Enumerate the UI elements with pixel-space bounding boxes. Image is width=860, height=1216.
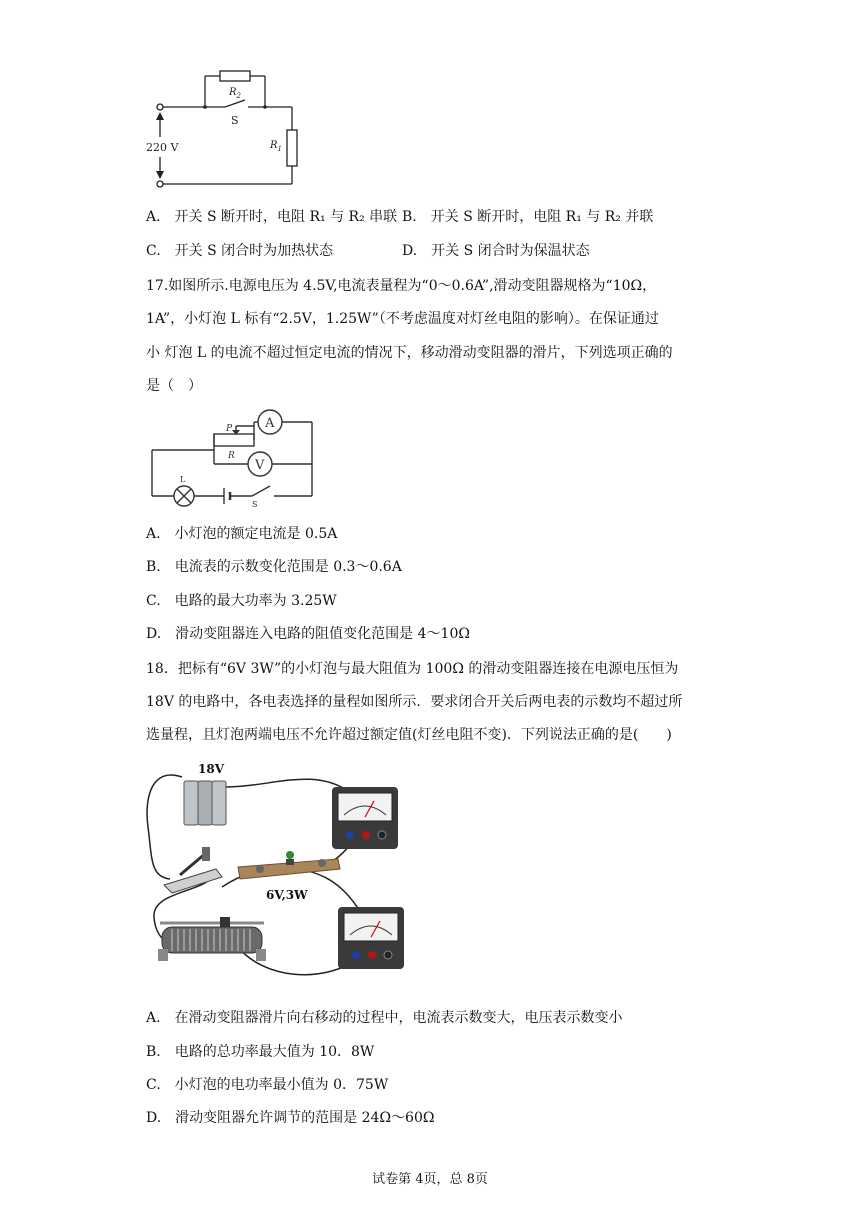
q17-option-c: C. 电路的最大功率为 3.25W <box>146 593 337 609</box>
svg-text:R2 <box>228 87 242 100</box>
r1-subscript: 1 <box>277 145 282 153</box>
circuit-diagram-q16 <box>140 62 320 192</box>
switch-label: S <box>231 114 239 127</box>
q16-option-c: C. 开关 S 闭合时为加热状态 <box>146 243 334 259</box>
q17-option-d: D. 滑动变阻器连入电路的阻值变化范围是 4～10Ω <box>146 626 470 642</box>
q16-options-row-2 <box>146 241 590 261</box>
voltmeter-label: V <box>255 458 265 473</box>
q16-option-b: B. 开关 S 断开时，电阻 R₁ 与 R₂ 并联 <box>402 209 654 225</box>
q16-option-a: A. 开关 S 断开时，电阻 R₁ 与 R₂ 串联 <box>146 209 398 225</box>
ammeter-label: A <box>265 416 275 431</box>
lamp-label-q18: 6V,3W <box>266 888 308 902</box>
q17-option-b: B. 电流表的示数变化范围是 0.3～0.6A <box>146 559 402 575</box>
q16-option-d: D. 开关 S 闭合时为保温状态 <box>402 243 590 259</box>
r2-label: R <box>229 87 237 98</box>
q17-stem-line-1: 17.如图所示.电源电压为 4.5V,电流表量程为“0～0.6A”,滑动变阻器规格为“10Ω， <box>146 278 657 294</box>
q18-stem-line-3: 选量程，且灯泡两端电压不允许超过额定值(灯丝电阻不变)．下列说法正确的是( ) <box>146 727 672 743</box>
slider-label: P <box>226 424 233 434</box>
q16-options-row-1 <box>146 207 653 227</box>
q17-stem-line-2: 1A”，小灯泡 L 标有“2.5V，1.25W”（不考虑温度对灯丝电阻的影响）。在保证通过 <box>146 311 659 327</box>
q17-option-a: A. 小灯泡的额定电流是 0.5A <box>146 526 338 542</box>
r2-subscript: 2 <box>236 92 241 100</box>
lamp-label: L <box>180 475 186 484</box>
q18-option-b: B. 电路的总功率最大值为 10．8W <box>146 1044 375 1060</box>
q17-stem-line-3: 小 灯泡 L 的电流不超过恒定电流的情况下，移动滑动变阻器的滑片，下列选项正确的 <box>146 345 673 361</box>
page-footer: 试卷第 4页，总 8页 <box>372 1172 488 1187</box>
voltage-label: 220 V <box>146 141 179 154</box>
svg-text:R1 <box>269 140 282 153</box>
rheostat-label: R <box>228 451 235 461</box>
q17-stem-line-4: 是（ ） <box>146 378 202 394</box>
switch-label-q17: S <box>252 500 258 508</box>
r1-label: R <box>270 140 278 151</box>
circuit-photo-q18 <box>142 757 414 993</box>
q18-stem-line-1: 18．把标有“6V 3W”的小灯泡与最大阻值为 100Ω 的滑动变阻器连接在电源电压恒为 <box>146 661 679 677</box>
q18-option-a: A. 在滑动变阻器滑片向右移动的过程中，电流表示数变大，电压表示数变小 <box>146 1010 623 1026</box>
battery-label: 18V <box>198 762 225 776</box>
q18-option-d: D. 滑动变阻器允许调节的范围是 24Ω～60Ω <box>146 1110 435 1126</box>
q18-option-c: C. 小灯泡的电功率最小值为 0．75W <box>146 1077 389 1093</box>
q18-stem-line-2: 18V 的电路中，各电表选择的量程如图所示．要求闭合开关后两电表的示数均不超过所 <box>146 694 683 710</box>
circuit-diagram-q17 <box>144 404 320 508</box>
